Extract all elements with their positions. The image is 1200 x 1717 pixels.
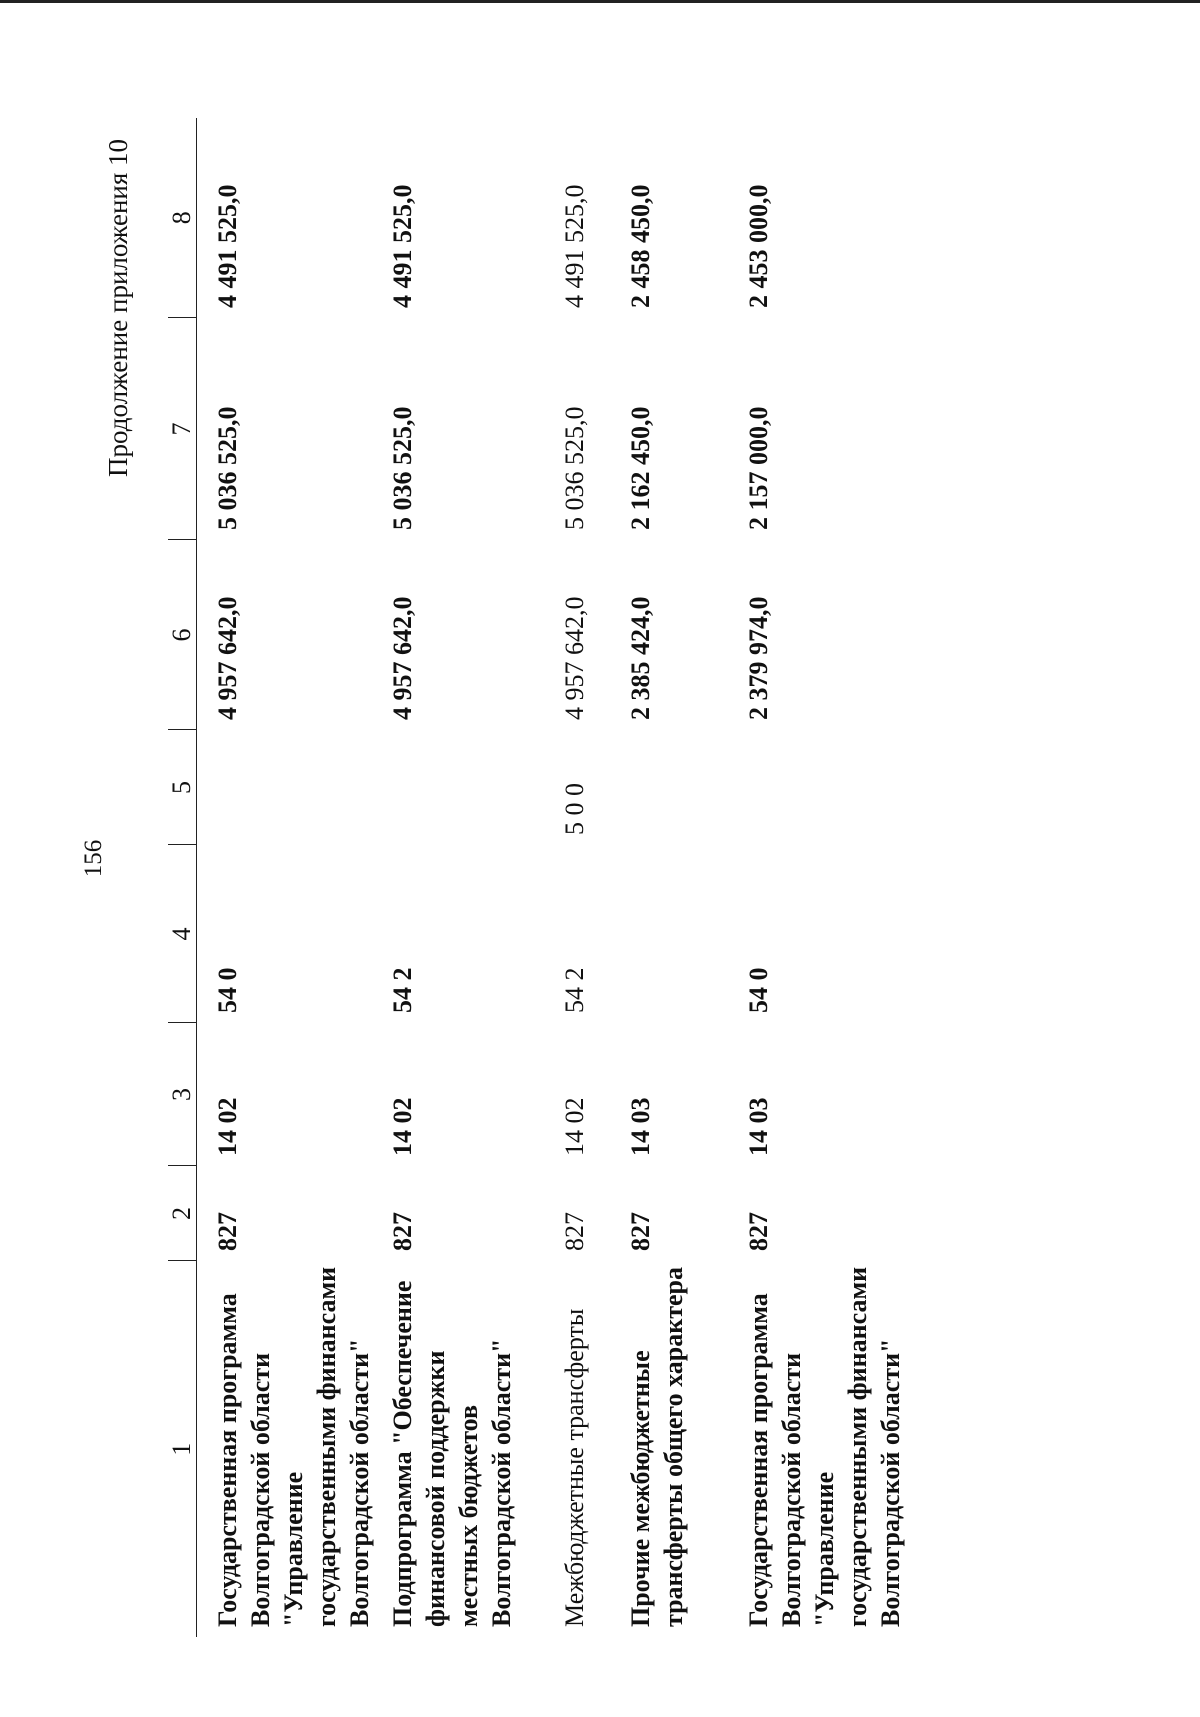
page-number: 156 <box>80 839 107 878</box>
target-code-cell <box>624 845 742 1023</box>
expense-type-cell <box>742 730 912 845</box>
amount-col8-cell: 4 491 525,0 <box>560 184 589 308</box>
expense-type-cell <box>386 730 558 845</box>
table-row <box>624 118 742 1637</box>
expense-type-cell <box>197 730 387 845</box>
section-code-cell: 14 02 <box>560 1097 589 1156</box>
column-number: 6 <box>168 540 197 730</box>
ministry-code-cell: 827 <box>744 1212 773 1251</box>
amount-col6-cell: 4 957 642,0 <box>213 596 242 720</box>
amount-col7-cell: 5 036 525,0 <box>388 406 417 530</box>
ministry-code-cell: 827 <box>560 1212 589 1251</box>
table-row <box>558 118 624 1637</box>
row-name-cell: Прочие межбюджетные трансферты общего характера <box>626 1267 688 1627</box>
column-number-row <box>168 118 197 1637</box>
row-name-cell: Межбюджетные трансферты <box>560 1308 589 1627</box>
section-code-cell: 14 03 <box>744 1097 773 1156</box>
row-name-cell: Государственная программа Волгоградской области "Управление государственными финансами Волгоградской области" <box>213 1266 374 1627</box>
target-code-cell: 54 0 <box>744 967 773 1013</box>
expense-type-cell: 5 0 0 <box>560 783 589 835</box>
amount-col6-cell: 4 957 642,0 <box>560 596 589 720</box>
section-code-cell: 14 02 <box>388 1097 417 1156</box>
section-code-cell: 14 03 <box>626 1097 655 1156</box>
amount-col7-cell: 5 036 525,0 <box>213 406 242 530</box>
table-row <box>197 118 387 1637</box>
table-row <box>386 118 558 1637</box>
column-number: 8 <box>168 118 197 318</box>
amount-col8-cell: 4 491 525,0 <box>388 184 417 308</box>
column-number: 2 <box>168 1166 197 1261</box>
amount-col7-cell: 5 036 525,0 <box>560 406 589 530</box>
amount-col6-cell: 2 385 424,0 <box>626 596 655 720</box>
amount-col7-cell: 2 157 000,0 <box>744 406 773 530</box>
column-number: 1 <box>168 1261 197 1637</box>
target-code-cell: 54 0 <box>213 967 242 1013</box>
amount-col7-cell: 2 162 450,0 <box>626 406 655 530</box>
target-code-cell: 54 2 <box>560 967 589 1013</box>
target-code-cell: 54 2 <box>388 967 417 1013</box>
section-code-cell: 14 02 <box>213 1097 242 1156</box>
ministry-code-cell: 827 <box>213 1212 242 1251</box>
budget-table <box>168 118 912 1637</box>
column-number: 4 <box>168 845 197 1023</box>
amount-col6-cell: 4 957 642,0 <box>388 596 417 720</box>
amount-col6-cell: 2 379 974,0 <box>744 596 773 720</box>
continuation-label: Продолжение приложения 10 <box>103 138 133 477</box>
column-number: 3 <box>168 1023 197 1166</box>
table-row <box>742 118 912 1637</box>
row-name-cell: Государственная программа Волгоградской области "Управление государственными финансами Волгоградской области" <box>744 1266 905 1627</box>
expense-type-cell <box>624 730 742 845</box>
column-number: 7 <box>168 318 197 540</box>
amount-col8-cell: 2 458 450,0 <box>626 184 655 308</box>
column-number: 5 <box>168 730 197 845</box>
amount-col8-cell: 2 453 000,0 <box>744 184 773 308</box>
amount-col8-cell: 4 491 525,0 <box>213 184 242 308</box>
ministry-code-cell: 827 <box>388 1212 417 1251</box>
row-name-cell: Подпрограмма "Обеспечение финансовой поддержки местных бюджетов Волгоградской области" <box>388 1280 516 1627</box>
ministry-code-cell: 827 <box>626 1212 655 1251</box>
